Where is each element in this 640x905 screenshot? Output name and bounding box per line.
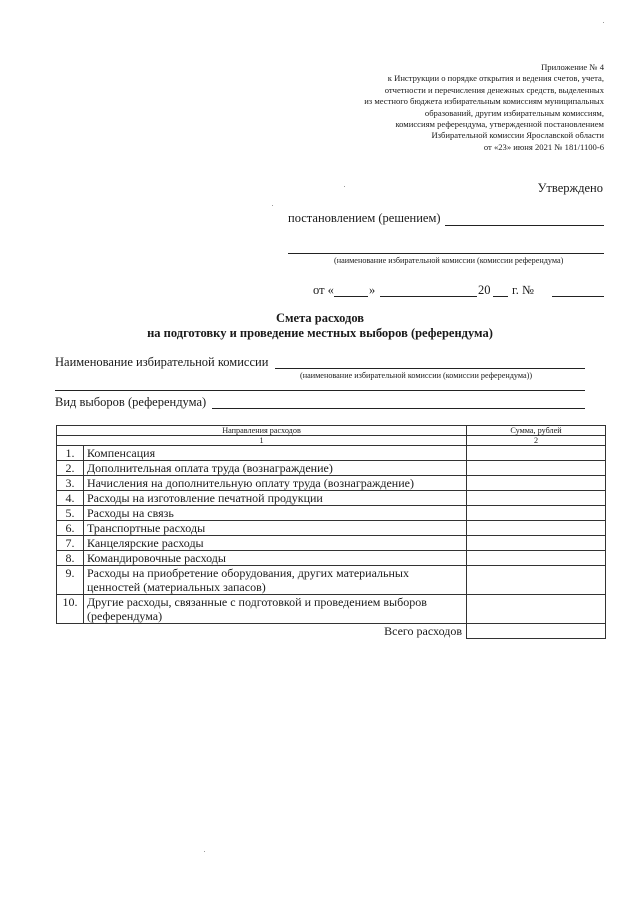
- document-title: Смета расходов: [275, 311, 365, 325]
- row-description: Компенсация: [84, 446, 467, 461]
- column-header-amount: Сумма, рублей: [467, 426, 606, 436]
- scan-speck: [344, 186, 345, 187]
- appendix-line: от «23» июня 2021 № 181/1100-6: [483, 141, 604, 152]
- amount-cell[interactable]: [467, 536, 606, 551]
- appendix-reference: [284, 62, 604, 153]
- row-number: 9.: [57, 566, 84, 595]
- commission-field-continuation[interactable]: [55, 390, 585, 391]
- commission-field[interactable]: [275, 368, 585, 369]
- row-number: 10.: [57, 595, 84, 624]
- amount-cell[interactable]: [467, 476, 606, 491]
- amount-cell[interactable]: [467, 566, 606, 595]
- total-amount-cell[interactable]: [467, 624, 606, 639]
- row-number: 5.: [57, 506, 84, 521]
- year-prefix: 20: [478, 283, 491, 297]
- column-index-2: 2: [467, 436, 606, 446]
- approved-label: Утверждено: [537, 181, 603, 195]
- row-description: Начисления на дополнительную оплату труда (вознаграждение): [84, 476, 467, 491]
- row-number: 8.: [57, 551, 84, 566]
- amount-cell[interactable]: [467, 446, 606, 461]
- row-number: 4.: [57, 491, 84, 506]
- appendix-line: Избирательной комиссии Ярославской области: [431, 130, 604, 141]
- election-type-label: Вид выборов (референдума): [55, 395, 207, 409]
- table-row: [57, 521, 606, 536]
- amount-cell[interactable]: [467, 491, 606, 506]
- row-description: Дополнительная оплата труда (вознаграждение): [84, 461, 467, 476]
- table-row: [57, 446, 606, 461]
- table-row: [57, 536, 606, 551]
- scan-speck: [204, 851, 205, 852]
- appendix-line: комиссиям референдума, утвержденной постановлением: [395, 119, 604, 130]
- row-description: Расходы на изготовление печатной продукции: [84, 491, 467, 506]
- appendix-line: к Инструкции о порядке открытия и ведения счетов, учета,: [387, 73, 604, 84]
- resolution-field[interactable]: [445, 225, 604, 226]
- year-field[interactable]: [493, 296, 508, 297]
- appendix-line: из местного бюджета избирательным комиссиям муниципальных: [364, 96, 604, 107]
- row-number: 6.: [57, 521, 84, 536]
- scan-speck: [603, 22, 604, 23]
- row-description: Транспортные расходы: [84, 521, 467, 536]
- amount-cell[interactable]: [467, 521, 606, 536]
- table-index-row: [57, 436, 606, 446]
- row-number: 2.: [57, 461, 84, 476]
- table-row: [57, 506, 606, 521]
- table-row: [57, 491, 606, 506]
- election-type-field[interactable]: [212, 408, 585, 409]
- table-row: [57, 476, 606, 491]
- number-field[interactable]: [552, 296, 604, 297]
- appendix-line: образований, другим избирательным комиссиям,: [424, 107, 604, 118]
- commission-field-caption: (наименование избирательной комиссии (комиссии референдума)): [300, 371, 533, 380]
- row-description: Командировочные расходы: [84, 551, 467, 566]
- amount-cell[interactable]: [467, 551, 606, 566]
- table-row: [57, 595, 606, 624]
- amount-cell[interactable]: [467, 595, 606, 624]
- row-description: Другие расходы, связанные с подготовкой и проведением выборов (референдума): [84, 595, 467, 624]
- number-label: г. №: [512, 283, 534, 297]
- row-number: 1.: [57, 446, 84, 461]
- total-label: Всего расходов: [384, 624, 462, 638]
- table-row: [57, 551, 606, 566]
- row-number: 7.: [57, 536, 84, 551]
- commission-name-field[interactable]: [288, 253, 604, 254]
- resolution-label: постановлением (решением): [288, 211, 441, 225]
- scan-speck: [272, 205, 273, 206]
- table-header-row: [57, 426, 606, 436]
- date-from-label: от «: [313, 283, 334, 297]
- amount-cell[interactable]: [467, 461, 606, 476]
- commission-label: Наименование избирательной комиссии: [55, 355, 269, 369]
- row-description: Канцелярские расходы: [84, 536, 467, 551]
- day-field[interactable]: [334, 296, 368, 297]
- expense-table: [56, 425, 606, 639]
- row-number: 3.: [57, 476, 84, 491]
- appendix-line: Приложение № 4: [541, 62, 604, 72]
- amount-cell[interactable]: [467, 506, 606, 521]
- column-header-directions: Направления расходов: [57, 426, 467, 436]
- commission-caption: (наименование избирательной комиссии (комиссии референдума): [334, 256, 564, 265]
- row-description: Расходы на связь: [84, 506, 467, 521]
- date-close-quote: »: [369, 283, 376, 297]
- table-row: [57, 461, 606, 476]
- appendix-line: отчетности и перечисления денежных средств, выделенных: [384, 84, 604, 95]
- month-field[interactable]: [380, 296, 477, 297]
- row-description: Расходы на приобретение оборудования, других материальных ценностей (материальных запасов): [84, 566, 467, 595]
- document-subtitle: на подготовку и проведение местных выборов (референдума): [147, 326, 493, 340]
- table-total-row: [57, 624, 606, 639]
- table-row: [57, 566, 606, 595]
- column-index-1: 1: [57, 436, 467, 446]
